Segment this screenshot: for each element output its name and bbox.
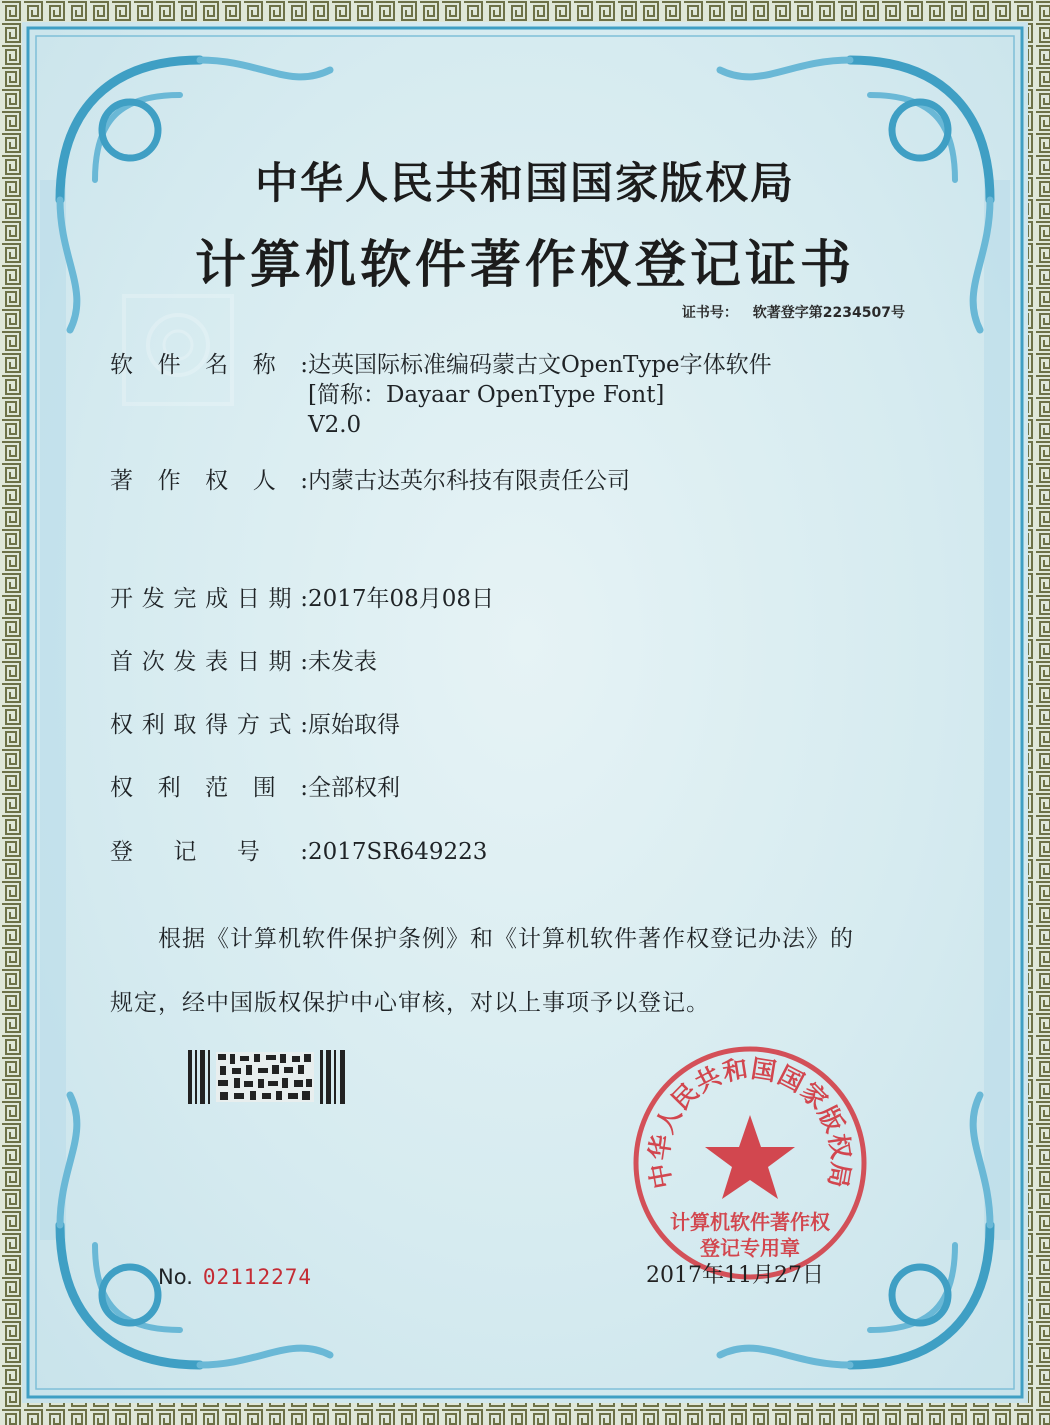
legal-basis-line-1: 根据《计算机软件保护条例》和《计算机软件著作权登记办法》的 (158, 926, 854, 952)
issuing-authority-title: 中华人民共和国国家版权局 (255, 159, 795, 209)
field-label: 权利取得方式: (110, 712, 308, 738)
field-label: 权利范围: (110, 775, 308, 801)
fret-border-right (1028, 0, 1050, 1425)
seal-inner-line-2: 登记专用章 (700, 1236, 800, 1260)
document-title: 计算机软件著作权登记证书 (194, 236, 855, 295)
field-value: 2017年08月08日 (308, 586, 495, 612)
certificate-number-value: 软著登字第2234507号 (752, 305, 905, 321)
field-label: 登记号: (110, 839, 308, 865)
field-value: 2017SR649223 (308, 839, 488, 865)
field-copyright-owner (110, 466, 630, 496)
serial-number (158, 1265, 312, 1289)
issue-date: 2017年11月27日 (646, 1263, 824, 1288)
corner-ornament-bottom-left (60, 1095, 330, 1365)
serial-number-label: No. (158, 1265, 193, 1289)
field-software-name (110, 350, 772, 440)
field-label: 著作权人: (110, 468, 308, 494)
software-version-line: V2.0 (308, 412, 362, 438)
serial-number-value: 02112274 (202, 1265, 313, 1289)
fret-border-top (0, 0, 1050, 22)
field-rights-acquisition-method (110, 710, 400, 740)
field-value: 未发表 (308, 649, 377, 675)
official-seal-stamp (630, 1043, 870, 1283)
field-label: 开发完成日期: (110, 586, 308, 612)
fret-border-bottom (0, 1403, 1050, 1425)
field-value: 内蒙古达英尔科技有限责任公司 (308, 468, 630, 494)
software-short-name-line: [简称：Dayaar OpenType Font] (308, 382, 665, 408)
field-rights-scope (110, 773, 400, 803)
field-label: 软件名称: (110, 352, 308, 378)
certificate-number (682, 302, 905, 322)
field-first-publication-date (110, 647, 377, 677)
certificate-number-label: 证书号： (681, 305, 738, 321)
field-value: 原始取得 (308, 712, 400, 738)
field-development-completion-date (110, 584, 494, 614)
seal-star-icon (705, 1115, 795, 1199)
barcode-icon (188, 1050, 346, 1104)
field-registration-number (110, 837, 487, 867)
field-value: 全部权利 (308, 775, 400, 801)
seal-inner-line-1: 计算机软件著作权 (670, 1210, 830, 1234)
fret-border-left (0, 0, 22, 1425)
software-name-line: 达英国际标准编码蒙古文OpenType字体软件 (308, 352, 772, 378)
field-label: 首次发表日期: (110, 649, 308, 675)
seal-ring-text: 中华人民共和国国家版权局 (644, 1053, 856, 1191)
legal-basis-line-2: 规定，经中国版权保护中心审核，对以上事项予以登记。 (110, 990, 710, 1016)
